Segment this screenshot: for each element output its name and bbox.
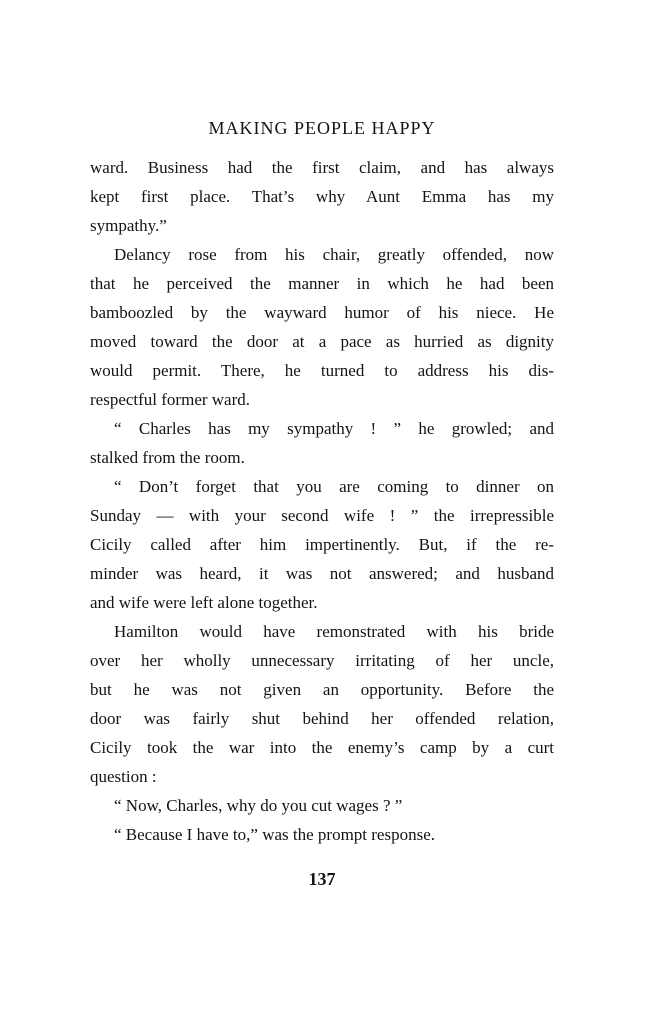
text-line: Delancy rose from his chair, greatly offended, now xyxy=(114,245,554,264)
text-line: respectful former ward. xyxy=(90,390,251,409)
body-text xyxy=(90,153,554,849)
text-line: “ Now, Charles, why do you cut wages ? ” xyxy=(114,796,403,815)
text-line: minder was heard, it was not answered; and husband xyxy=(90,564,554,583)
page-number: 137 xyxy=(308,869,336,889)
text-line: sympathy.” xyxy=(90,216,167,235)
text-line: and wife were left alone together. xyxy=(90,593,318,612)
text-line: “ Charles has my sympathy ! ” he growled; and xyxy=(114,419,554,438)
text-line: but he was not given an opportunity. Before the xyxy=(90,680,554,699)
text-line: Cicily took the war into the enemy’s camp by a curt xyxy=(90,738,554,757)
text-line: moved toward the door at a pace as hurried as dignity xyxy=(90,332,554,351)
text-line: Sunday — with your second wife ! ” the irrepressible xyxy=(90,506,554,525)
text-line: “ Don’t forget that you are coming to dinner on xyxy=(114,477,554,496)
text-line: ward. Business had the first claim, and has always xyxy=(90,158,554,177)
text-line: that he perceived the manner in which he had been xyxy=(90,274,554,293)
text-line: stalked from the room. xyxy=(90,448,245,467)
text-line: door was fairly shut behind her offended relation, xyxy=(90,709,554,728)
text-line: Cicily called after him impertinently. But, if the re- xyxy=(90,535,554,554)
text-line: would permit. There, he turned to address his dis- xyxy=(90,361,554,380)
text-line: Hamilton would have remonstrated with his bride xyxy=(114,622,554,641)
text-line: kept first place. That’s why Aunt Emma has my xyxy=(90,187,554,206)
text-line: bamboozled by the wayward humor of his niece. He xyxy=(90,303,554,322)
text-line: over her wholly unnecessary irritating of her uncle, xyxy=(90,651,554,670)
text-line: question : xyxy=(90,767,157,786)
running-head: MAKING PEOPLE HAPPY xyxy=(208,118,436,138)
text-line: “ Because I have to,” was the prompt response. xyxy=(114,825,435,844)
